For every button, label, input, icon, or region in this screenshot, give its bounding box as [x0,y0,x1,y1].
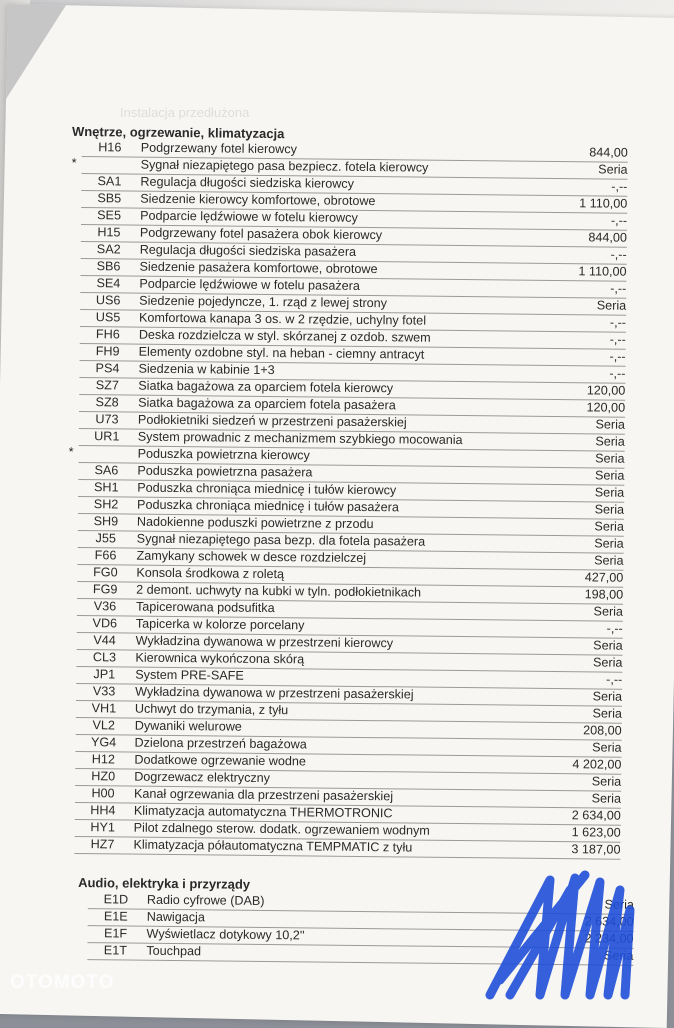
option-description: Siedzenie kierowcy komfortowe, obrotowe [140,191,376,209]
option-code: YG4 [90,735,117,750]
standard-marker: * [71,155,77,170]
option-price: Seria [592,655,623,670]
option-code: FH6 [95,327,120,342]
option-code: SZ8 [95,395,119,410]
standard-marker: * [68,444,74,459]
option-description: Dogrzewacz elektryczny [134,769,271,786]
option-code: SH9 [93,514,119,529]
option-description: Tapicerka w kolorze porcelany [135,616,305,633]
option-code: HY1 [90,820,116,835]
option-price: Seria [595,434,625,449]
option-description: Nawigacja [146,909,205,925]
option-code: SA1 [97,174,122,189]
option-price: -,-- [606,672,623,687]
option-code: HZ7 [90,837,115,852]
option-code: VH1 [91,701,117,716]
option-price: Seria [604,897,634,912]
option-description: Siatka bagażowa za oparciem fotela pasażera [138,395,396,413]
option-code: H15 [97,225,121,240]
option-description: Regulacja długości siedziska kierowcy [140,174,355,191]
option-description: Klimatyzacja półautomatyczna TEMPMATIC z tyłu [133,837,413,855]
option-code: PS4 [95,361,120,376]
option-price: 427,00 [584,570,624,585]
option-description: Wyświetlacz dotykowy 10,2'' [146,926,305,943]
option-price: Seria [595,417,626,432]
option-code: VD6 [92,616,118,631]
option-code: V33 [92,684,116,699]
option-code: JP1 [93,667,116,682]
option-price: Seria [596,298,627,313]
option-code: SA6 [94,463,119,478]
option-description: Nadokienne poduszki powietrzne z przodu [136,514,374,532]
bleed-through-text: Instalacja przedłużona [120,105,250,120]
option-description: Kierownica wykończona skórą [135,650,305,667]
option-description: Poduszka chroniąca miednicę i tułów pasażera [137,497,399,515]
option-description: Tapicerowana podsufitka [135,599,275,616]
option-price: 208,00 [583,723,622,738]
option-price: 198,00 [584,587,624,602]
option-description: Siedzenie pasażera komfortowe, obrotowe [139,259,378,277]
option-description: Wykładzina dywanowa w przestrzeni pasażerskiej [135,684,414,702]
option-code: E1T [103,943,128,958]
option-description: Podgrzewany fotel kierowcy [140,140,297,157]
option-price: Seria [592,689,623,704]
option-description: Siedzenie pojedyncze, 1. rząd z lewej strony [139,293,388,311]
option-description: Dywaniki welurowe [134,718,242,734]
option-code: FG9 [92,582,118,597]
option-description: Poduszka powietrzna kierowcy [137,446,310,463]
option-description: Elementy ozdobne styl. na heban - ciemny antracyt [138,344,425,362]
option-price: Seria [593,638,623,653]
option-code: V44 [93,633,116,648]
option-description: Dzielona przestrzeń bagażowa [134,735,307,752]
option-price: -,-- [609,366,626,381]
option-code: H12 [91,752,116,767]
option-price: Seria [593,604,624,619]
section-heading: Wnętrze, ogrzewanie, klimatyzacja [71,123,285,142]
section-heading: Audio, elektryka i przyrządy [78,875,251,892]
option-description: Sygnał niezapiętego pasa bezpiecz. fotela kierowcy [140,157,429,175]
option-code: US6 [95,293,121,308]
option-code: H16 [98,140,122,155]
option-description: Podłokietniki siedzeń w przestrzeni pasażerskiej [137,412,407,430]
option-price: Seria [594,485,625,500]
option-code: H00 [91,786,115,801]
option-code: J55 [95,531,116,546]
option-description: Kanał ogrzewania dla przestrzeni pasażerskiej [133,786,394,804]
option-description: Konsola środkowa z roletą [136,565,285,582]
option-code: V36 [93,599,117,614]
option-price: -,-- [609,315,627,330]
option-price: Seria [592,706,622,721]
option-price: 1 110,00 [579,196,628,211]
option-price: 4 202,00 [572,757,622,772]
option-code: SE4 [96,276,121,291]
option-price: -,-- [611,179,628,194]
option-code: SA2 [96,242,121,257]
scribble-redaction [480,870,650,1000]
option-code: US5 [95,310,121,325]
option-description: System prowadnic z mechanizmem szybkiego mocowania [137,429,463,448]
option-code [83,445,131,446]
option-description: Radio cyfrowe (DAB) [146,892,265,908]
option-price: Seria [592,740,622,755]
option-price: 1 110,00 [578,264,627,279]
option-description: Podgrzewany fotel pasażera obok kierowcy [139,225,383,243]
option-price: 1 623,00 [571,825,621,840]
option-code: SB6 [96,259,121,274]
option-description: Wykładzina dywanowa w przestrzeni kierowcy [135,633,394,651]
option-description: 2 demont. uchwyty na kubki w tyln. podłokietnikach [136,582,422,600]
option-price: -,-- [610,213,628,228]
option-price: -,-- [610,281,627,296]
option-description: Sygnał niezapiętego pasa bezp. dla fotela pasażera [136,531,426,549]
option-description: Siatka bagażowa za oparciem fotela kierowcy [138,378,394,396]
option-description: Deska rozdzielcza w styl. skórzanej z ozdob. szwem [138,327,431,345]
option-price: Seria [594,519,624,534]
option-description: Touchpad [146,943,202,959]
option-code: E1E [103,909,128,924]
option-description: Poduszka chroniąca miednicę i tułów kierowcy [137,480,397,498]
option-code: E1D [103,892,129,907]
option-price: 2 634,00 [584,914,634,929]
option-price: 844,00 [588,230,627,245]
option-description: Komfortowa kanapa 3 os. w 2 rzędzie, uchylny fotel [138,310,427,328]
option-price: 3 187,00 [571,842,621,857]
option-description: Regulacja długości siedziska pasażera [139,242,357,259]
option-description: Uchwyt do trzymania, z tyłu [134,701,289,718]
option-price: Seria [595,451,625,466]
option-code: CL3 [92,650,117,665]
option-price: Seria [594,502,625,517]
option-price: -,-- [610,247,627,262]
option-description: System PRE-SAFE [135,667,244,683]
option-price: Seria [594,553,624,568]
option-price: Seria [594,536,624,551]
option-price: 2 234,00 [584,931,634,946]
option-code: HH4 [90,803,116,818]
option-description: Siedzenia w kabinie 1+3 [138,361,275,378]
option-price: 844,00 [589,145,628,160]
option-code: HZ0 [91,769,116,784]
option-price: 120,00 [586,400,626,415]
option-code: SH1 [93,480,119,495]
option-code: SE5 [97,208,122,223]
option-description: Podparcie lędźwiowe w fotelu pasażera [139,276,360,293]
option-code: VL2 [92,718,116,733]
option-price: 120,00 [586,383,626,398]
option-price: -,-- [609,349,626,364]
option-code: SB5 [97,191,122,206]
option-price: Seria [603,948,634,963]
option-description: Zamykany schowek w desce rozdzielczej [136,548,367,566]
option-price: Seria [591,791,622,806]
option-code: SZ7 [95,378,119,393]
option-description: Klimatyzacja automatyczna THERMOTRONIC [133,803,393,821]
option-price: -,-- [606,621,623,636]
option-code: F66 [94,548,117,563]
option-code: FH9 [95,344,120,359]
otomoto-watermark: OTOMOTO [10,972,115,993]
option-price: -,-- [609,332,626,347]
option-code: UR1 [94,429,120,444]
option-description: Pilot zdalnego sterow. dodatk. ogrzewaniem wodnym [133,820,430,838]
option-code: SH2 [93,497,119,512]
option-code: FG0 [93,565,118,580]
option-price: Seria [591,774,622,789]
option-code [86,156,134,157]
option-code: U73 [95,412,119,427]
option-code: E1F [103,926,128,941]
option-description: Poduszka powietrzna pasażera [137,463,313,480]
option-price: 2 634,00 [571,808,621,823]
option-description: Podparcie lędźwiowe w fotelu kierowcy [140,208,358,225]
option-price: Seria [598,162,628,177]
option-description: Dodatkowe ogrzewanie wodne [134,752,307,769]
option-price: Seria [594,468,625,483]
